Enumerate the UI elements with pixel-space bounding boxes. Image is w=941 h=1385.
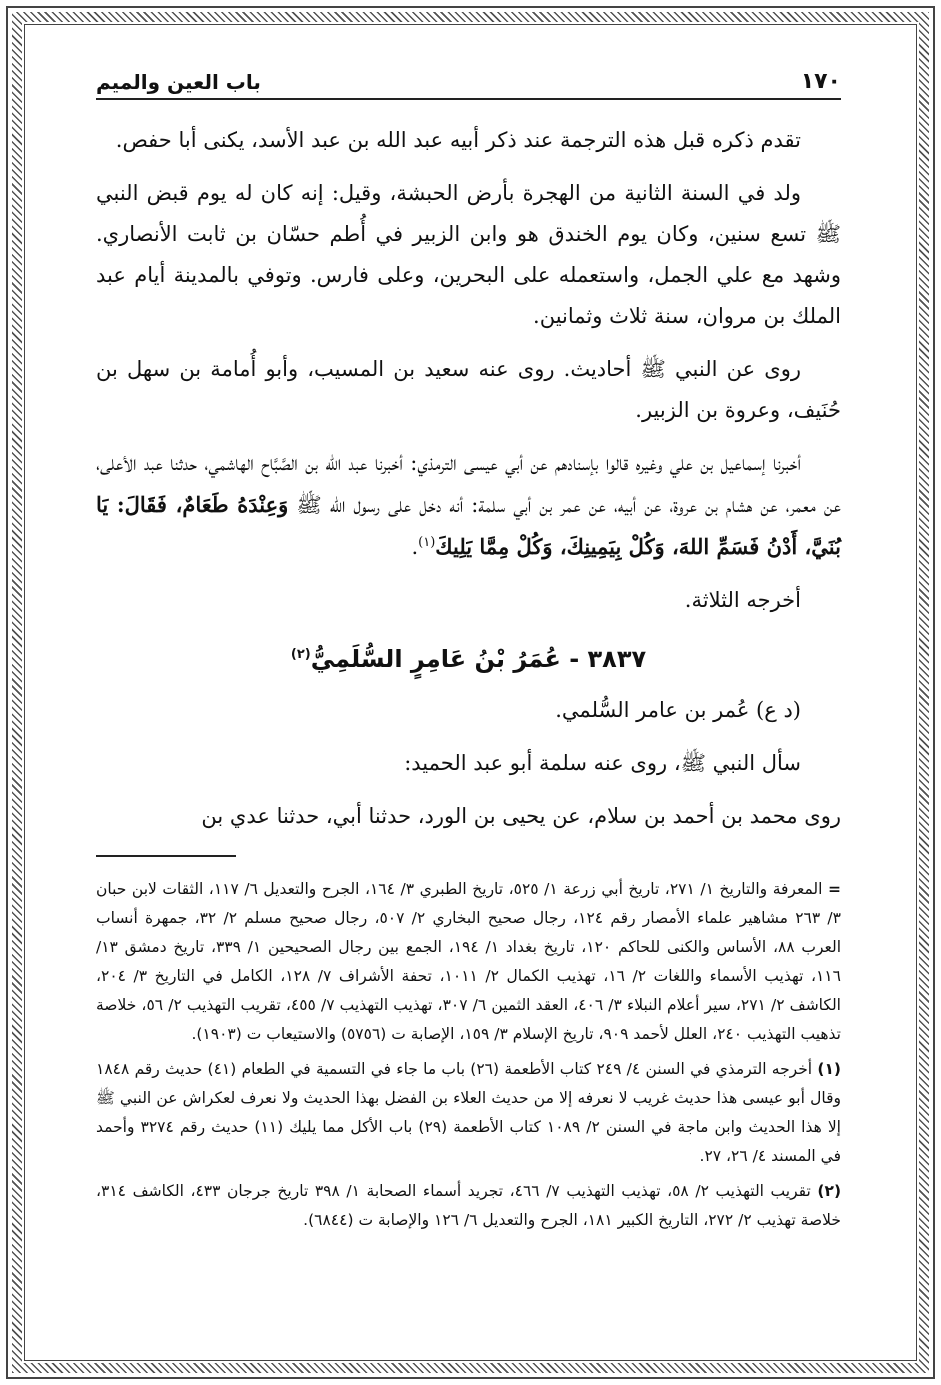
footnote-text: أخرجه الترمذي في السنن ٤/ ٢٤٩ كتاب الأطعمة (٢٦) باب ما جاء في التسمية في الطعام (٤١) حديث رقم ١٨٤٨ وقال أبو عيسى هذا حديث غريب لا نعرفه إلا من حديث العلاء بن الفضل بهذا الحديث ولا نعرف لعكراش عن النبي ﷺ إلا هذا الحديث وابن ماجة في السنن ٢/ ١٠٨٩ كتاب الأطعمة (٢٩) باب الأكل مما يليك (١١) حديث رقم ٣٢٧٤ وأحمد في المسند ٤/ ٢٦، ٢٧.: [96, 1060, 841, 1165]
footnote-mark: (١): [817, 1060, 842, 1078]
entry-paragraph: روى محمد بن أحمد بن سلام، عن يحيى بن الورد، حدثنا أبي، حدثنا عدي بن: [201, 804, 841, 828]
footnotes: [96, 875, 841, 1235]
isnad-paragraph: [96, 443, 841, 568]
footnote: [96, 1055, 841, 1171]
footnote-mark: =: [827, 880, 841, 898]
paragraph: روى عن النبي ﷺ أحاديث. روى عنه سعيد بن المسيب، وأبو أُمامة بن سهل بن حُنَيف، وعروة بن الزبير.: [96, 357, 841, 422]
chapter-title: باب العين والميم: [96, 70, 261, 94]
entry-paragraph: سأل النبي ﷺ، روى عنه سلمة أبو عبد الحميد:: [404, 751, 801, 775]
entry-name: عُمَرُ بْنُ عَامِرٍ السُّلَمِيُّ: [310, 645, 561, 673]
footnote-mark: (٢): [817, 1182, 842, 1200]
running-header: [96, 58, 841, 100]
footnote: [96, 1177, 841, 1235]
footnote-text: تقريب التهذيب ٢/ ٥٨، تهذيب التهذيب ٧/ ٤٦٦، تجريد أسماء الصحابة ١/ ٣٩٨ تاريخ جرجان ٤٣٣، الكاشف ٣١٤، خلاصة تهذيب ٢/ ٢٧٢، التاريخ الكبير ١٨١، الجرح والتعديل ٦/ ١٢٦ والإصابة ت (٦٨٤٤).: [96, 1182, 841, 1229]
entry-number: ٣٨٣٧: [587, 645, 647, 673]
paragraph: تقدم ذكره قبل هذه الترجمة عند ذكر أبيه عبد الله بن عبد الأسد، يكنى أبا حفص.: [115, 128, 801, 152]
footnote-ref: (١): [418, 535, 436, 550]
isnad-text: أخبرنا إسماعيل بن علي وغيره قالوا بإسنادهم عن أبي عيسى الترمذي: أخبرنا عبد الله بن الصَّبَّاح الهاشمي، حدثنا عبد الأعلى، عن معمر، عن هشام بن عروة، عن أبيه، عن عمر بن أبي سلمة: أنه دخل على رسول الله ﷺ: [96, 451, 841, 517]
footnote: [96, 875, 841, 1049]
hadith-text: وَعِنْدَهُ طَعَامٌ، فَقَالَ: يَا بُنَيَّ، أَدْنُ فَسَمِّ اللهَ، وَكُلْ بِيَمِينِكَ، وَكُلْ مِمَّا يَلِيكَ: [96, 492, 841, 559]
main-text: [96, 120, 841, 837]
entry-heading: ٣٨٣٧ - عُمَرُ بْنُ عَامِرٍ السُّلَمِيُّ$^{(٢)}$: [290, 645, 647, 673]
book-page: [96, 58, 841, 1358]
paragraph: ولد في السنة الثانية من الهجرة بأرض الحبشة، وقيل: إنه كان له يوم قبض النبي ﷺ تسع سنين، وكان يوم الخندق هو وابن الزبير في أُطم حسّان بن ثابت الأنصاري. وشهد مع علي الجمل، واستعمله على البحرين، وعلى فارس. وتوفي بالمدينة أيام عبد الملك بن مروان، سنة ثلاث وثمانين.: [96, 181, 841, 328]
entry-paragraph: (د ع) عُمر بن عامر السُّلمي.: [555, 698, 801, 722]
footnote-text: المعرفة والتاريخ ١/ ٢٧١، تاريخ أبي زرعة ١/ ٥٢٥، تاريخ الطبري ٣/ ١٦٤، الجرح والتعديل ٦/ ١١٧، الثقات لابن حبان ٣/ ٢٦٣ مشاهير علماء الأمصار رقم ١٢٤، رجال صحيح البخاري ٢/ ٥٠٧، رجال صحيح مسلم ٢/ ٣٢، جمهرة أنساب العرب ٨٨، الأساس والكنى للحاكم ١٢٠، تاريخ بغداد ١/ ١٩٤، الجمع بين رجال الصحيحين ١/ ٣٣٩، تاريخ دمشق ١٣/ ١١٦، تهذيب الأسماء واللغات ٢/ ١٦، تهذيب الكمال ٢/ ١٠١١، تحفة الأشراف ٧/ ١٢٨، الكامل في التاريخ ٣/ ٢٠٤، الكاشف ٢/ ٢٧١، سير أعلام النبلاء ٣/ ٤٠٦، العقد الثمين ٦/ ٣٠٧، تهذيب التهذيب ٧/ ٤٥٥، تقريب التهذيب ٢/ ٥٦، خلاصة تذهيب التهذيب ٢٤٠، العلل لأحمد ٩٠٩، تاريخ الإسلام ٣/ ١٥٩، الإصابة ت (٥٧٥٦) والاستيعاب ت (١٩٠٣).: [96, 880, 842, 1043]
isnad-end: .: [411, 535, 419, 559]
page-number: ١٧٠: [800, 69, 841, 94]
takhrij: أخرجه الثلاثة.: [684, 588, 801, 612]
footnote-separator: [96, 855, 236, 857]
footnote-ref: (٢): [290, 647, 311, 662]
